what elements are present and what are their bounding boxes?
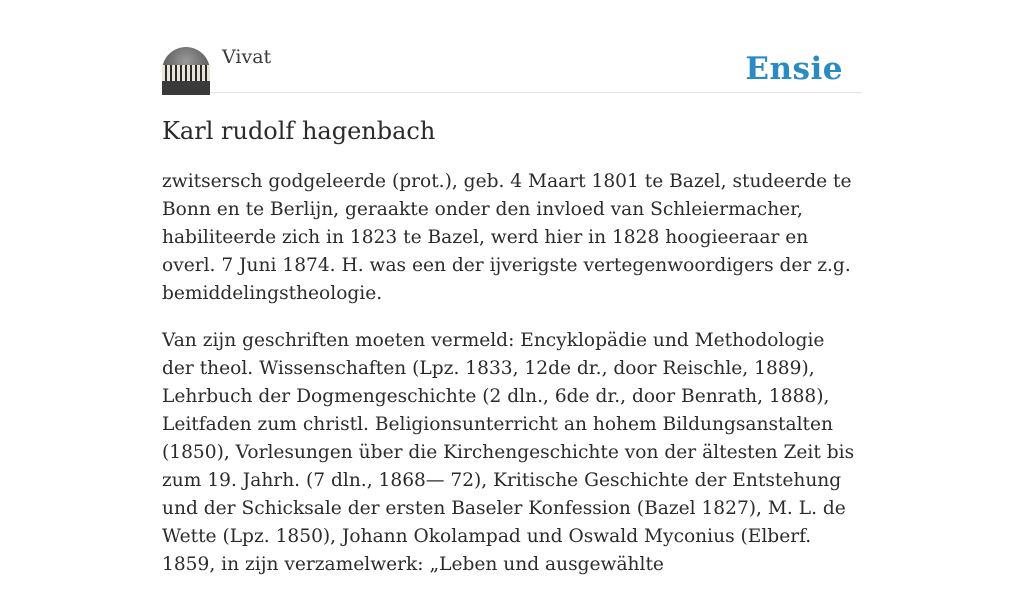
article-paragraph: Van zijn geschriften moeten vermeld: Encyklopädie und Methodologie der theol. Wissenschaften (Lpz. 1833, 12de dr., door Reischle, 1889), Lehrbuch der Dogmengeschichte (2 dln., 6de dr., door Benrath, 1888), Leitfaden zum christl. Beligionsunterricht an hohem Bildungsanstalten (1850), Vorlesungen über die Kirchengeschichte von der ältesten Zeit bis zum 19. Jahrh. (7 dln., 1868— 72), Kritische Geschichte der Entstehung und der Schicksale der ersten Baseler Konfession (Bazel 1827), M. L. de Wette (Lpz. 1850), Johann Okolampad und Oswald Myconius (Elberf. 1859, in zijn verzamelwerk: „Leben und ausgewählte	[162, 330, 855, 575]
bookshelf-avatar-icon[interactable]	[162, 47, 210, 95]
article-paragraph: zwitsersch godgeleerde (prot.), geb. 4 Maart 1801 te Bazel, studeerde te Bonn en te Berlijn, geraakte onder den invloed van Schleiermacher, habiliteerde zich in 1823 te Bazel, werd hier in 1828 hoogieeraar en overl. 7 Juni 1874. H. was een der ijverigste vertegenwoordigers der z.g. bemiddelingstheologie.	[162, 171, 852, 304]
author-name[interactable]: Vivat	[222, 46, 272, 68]
avatar-shelf	[162, 65, 210, 81]
article-title: Karl rudolf hagenbach	[162, 117, 436, 145]
article-body	[162, 168, 862, 598]
brand-logo[interactable]: Ensie	[745, 51, 843, 87]
page	[162, 0, 862, 575]
avatar-base	[162, 81, 210, 95]
header	[162, 0, 862, 93]
